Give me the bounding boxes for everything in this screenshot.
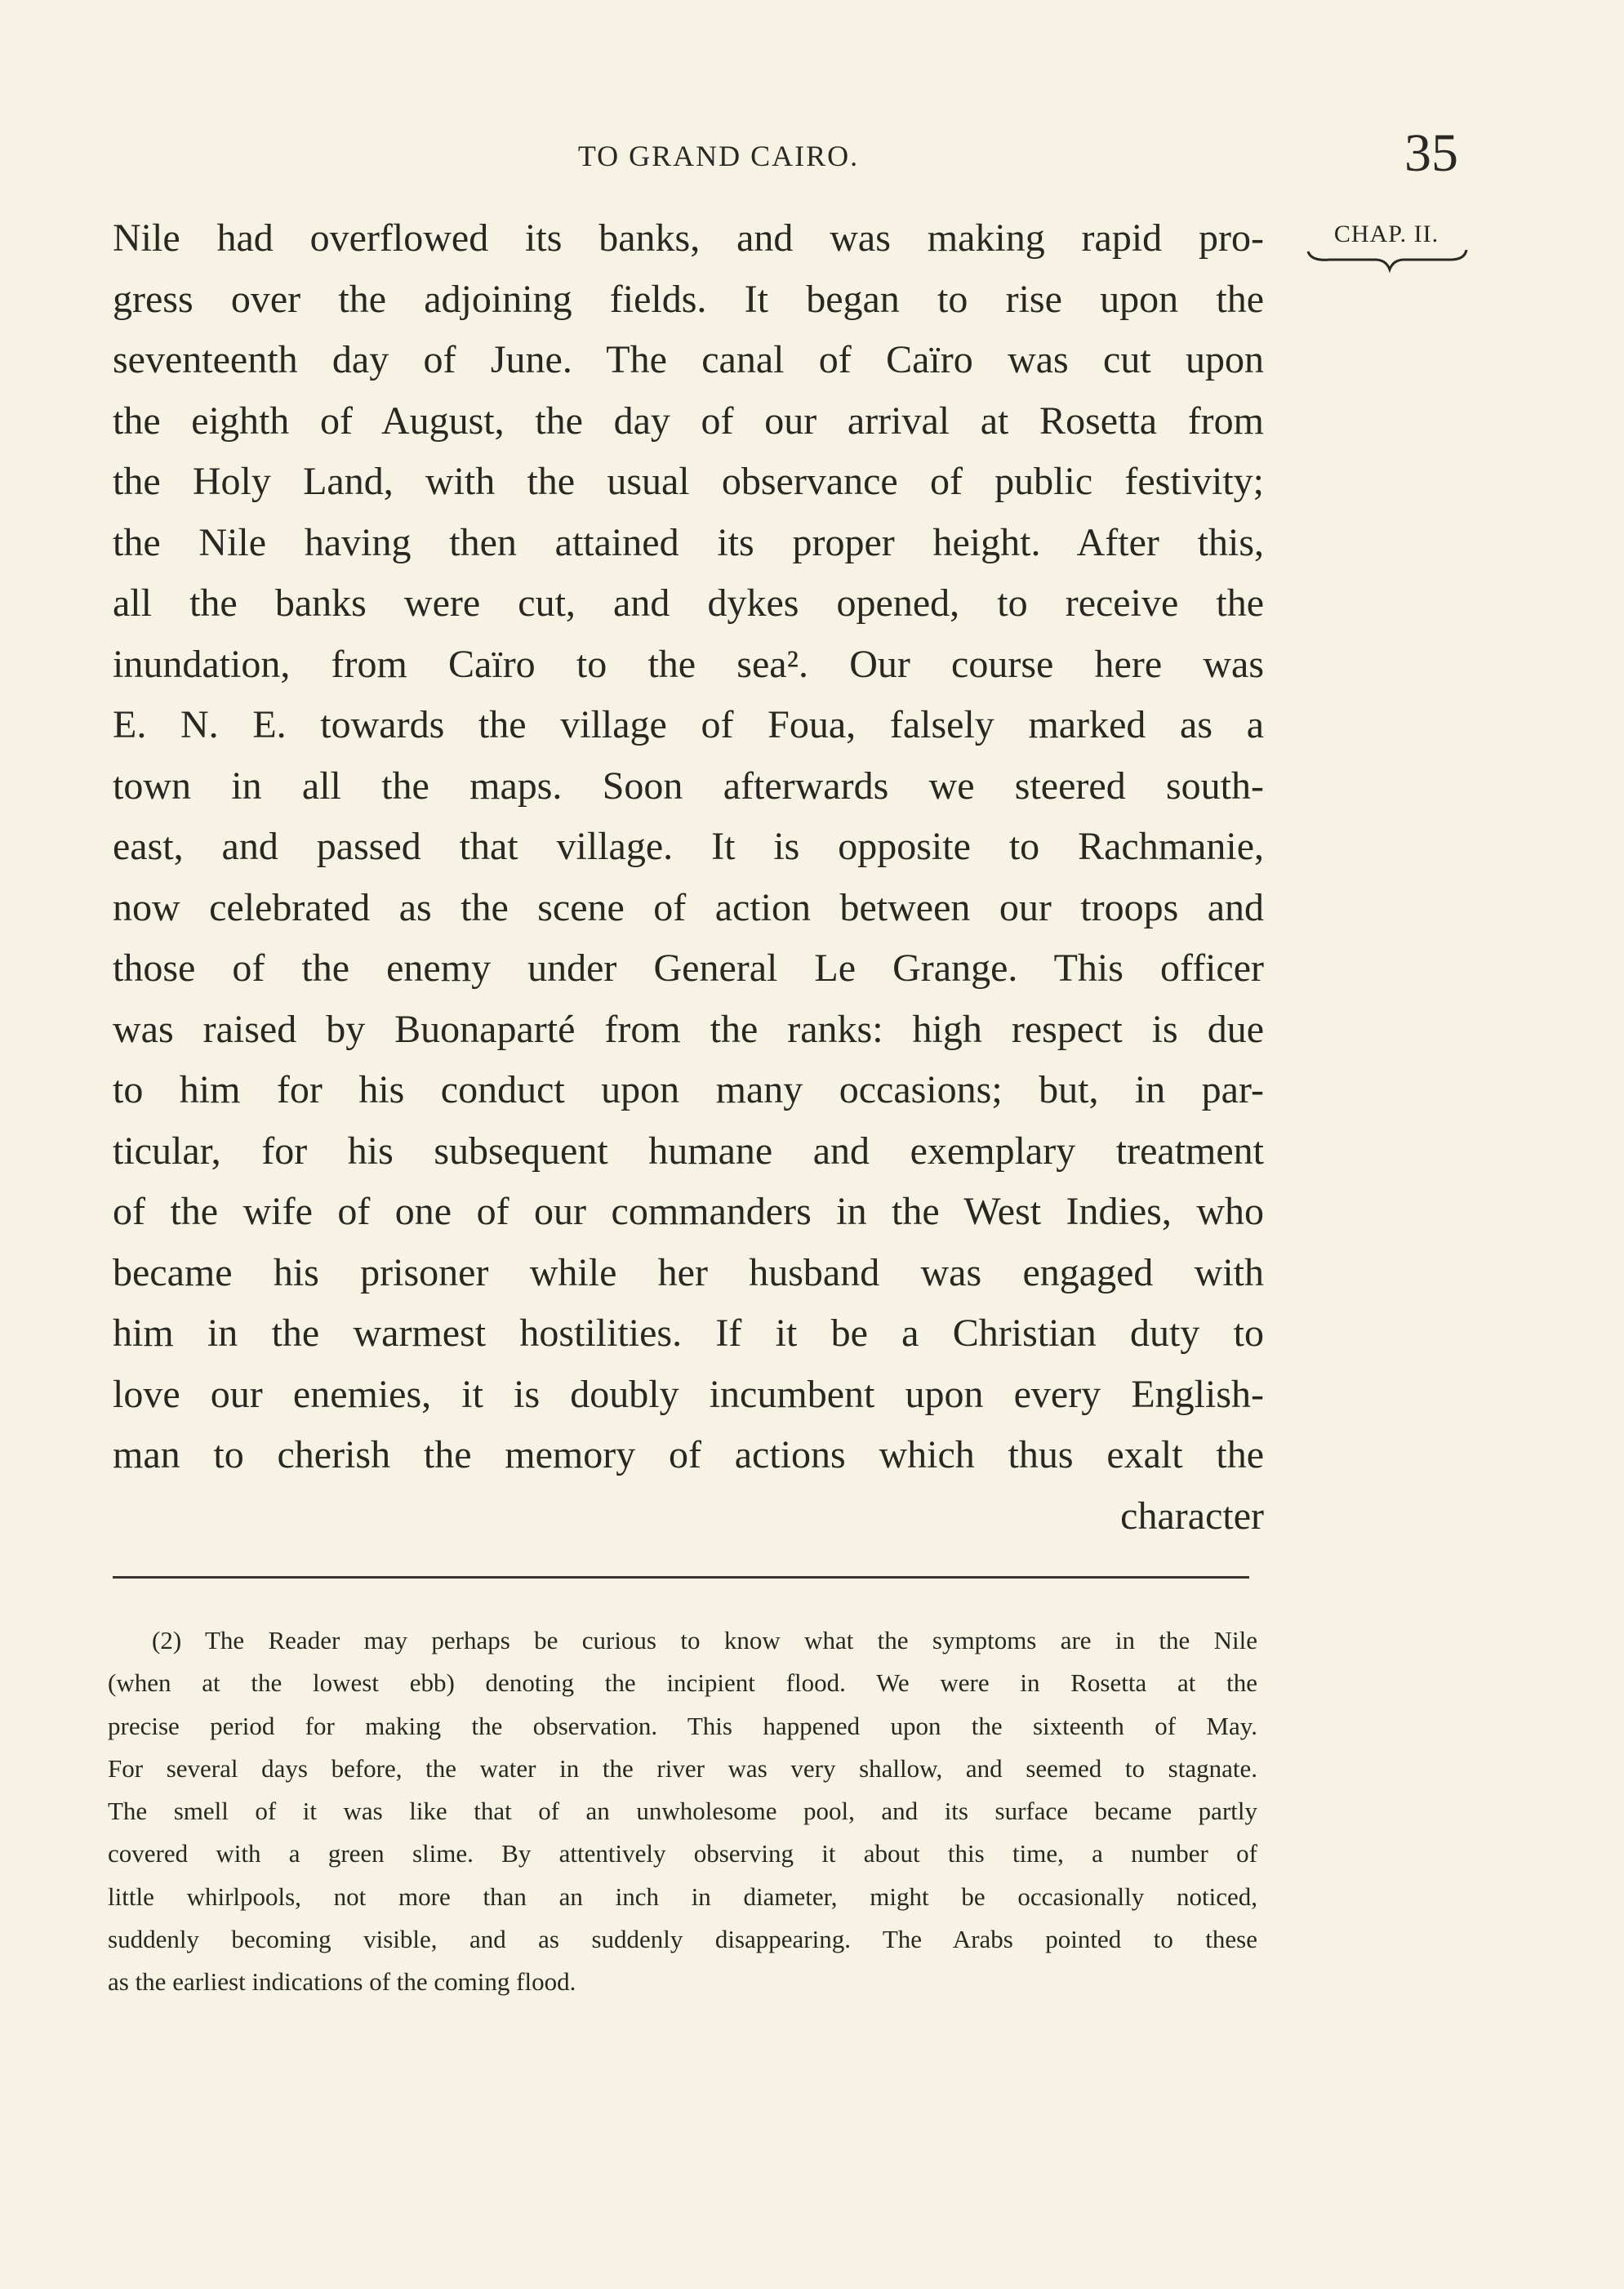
text-line: those of the enemy under General Le Grange. This officer [113,946,1264,990]
text-line: became his prisoner while her husband was engaged with [113,1250,1264,1294]
chapter-label: CHAP. II. [1333,220,1439,247]
footnote-line: suddenly becoming visible, and as suddenly disappearing. The Arabs pointed to these [108,1925,1257,1954]
footnote-line: For several days before, the water in the river was very shallow, and seemed to stagnate. [108,1753,1257,1783]
text-line: inundation, from Caïro to the sea². Our course here was [113,642,1264,686]
text-line: ticular, for his subsequent humane and exemplary treatment [113,1129,1264,1173]
text-line: love our enemies, it is doubly incumbent upon every English- [113,1372,1264,1416]
footnote-line: little whirlpools, not more than an inch in diameter, might be occasionally noticed, [108,1882,1257,1911]
footnote-line: covered with a green slime. By attentively observing it about this time, a number of [108,1839,1257,1868]
page-number: 35 [1404,123,1458,183]
footnote-line: (2) The Reader may perhaps be curious to know what the symptoms are in the Nile [152,1626,1257,1654]
chapter-brace-icon [1305,248,1468,273]
text-line: the Holy Land, with the usual observance of public festivity; [113,460,1264,503]
footnote [108,1619,1257,2004]
text-line: him in the warmest hostilities. If it be a Christian duty to [113,1311,1264,1355]
text-line: man to cherish the memory of actions which thus exalt the [113,1433,1264,1476]
text-line: all the banks were cut, and dykes opened, to receive the [113,581,1264,625]
text-line: of the wife of one of our commanders in the West Indies, who [113,1190,1264,1233]
main-text [113,208,1264,1547]
text-line: town in all the maps. Soon afterwards we steered south- [113,764,1264,808]
text-line: to him for his conduct upon many occasions; but, in par- [113,1068,1264,1111]
chapter-margin-note [1305,220,1468,273]
footnote-line: The smell of it was like that of an unwholesome pool, and its surface became partly [108,1797,1257,1826]
text-line: the eighth of August, the day of our arrival at Rosetta from [113,399,1264,443]
running-title: TO GRAND CAIRO. [577,140,860,172]
text-line: east, and passed that village. It is opposite to Rachmanie, [113,825,1264,868]
text-line: was raised by Buonaparté from the ranks: high respect is due [113,1007,1264,1051]
text-line: now celebrated as the scene of action between our troops and [113,885,1264,929]
catchword: character [1120,1494,1264,1538]
text-line: gress over the adjoining fields. It began to rise upon the [113,277,1264,321]
footnote-divider [113,1576,1249,1579]
text-line: Nile had overflowed its banks, and was making rapid pro- [113,216,1264,260]
text-line: E. N. E. towards the village of Foua, falsely marked as a [113,703,1264,746]
footnote-line: precise period for making the observation. This happened upon the sixteenth of May. [108,1711,1257,1740]
footnote-line: (when at the lowest ebb) denoting the incipient flood. We were in Rosetta at the [108,1668,1257,1698]
text-line: the Nile having then attained its proper height. After this, [113,520,1264,564]
footnote-line: as the earliest indications of the coming flood. [108,1967,576,1997]
text-line: seventeenth day of June. The canal of Caïro was cut upon [113,338,1264,381]
